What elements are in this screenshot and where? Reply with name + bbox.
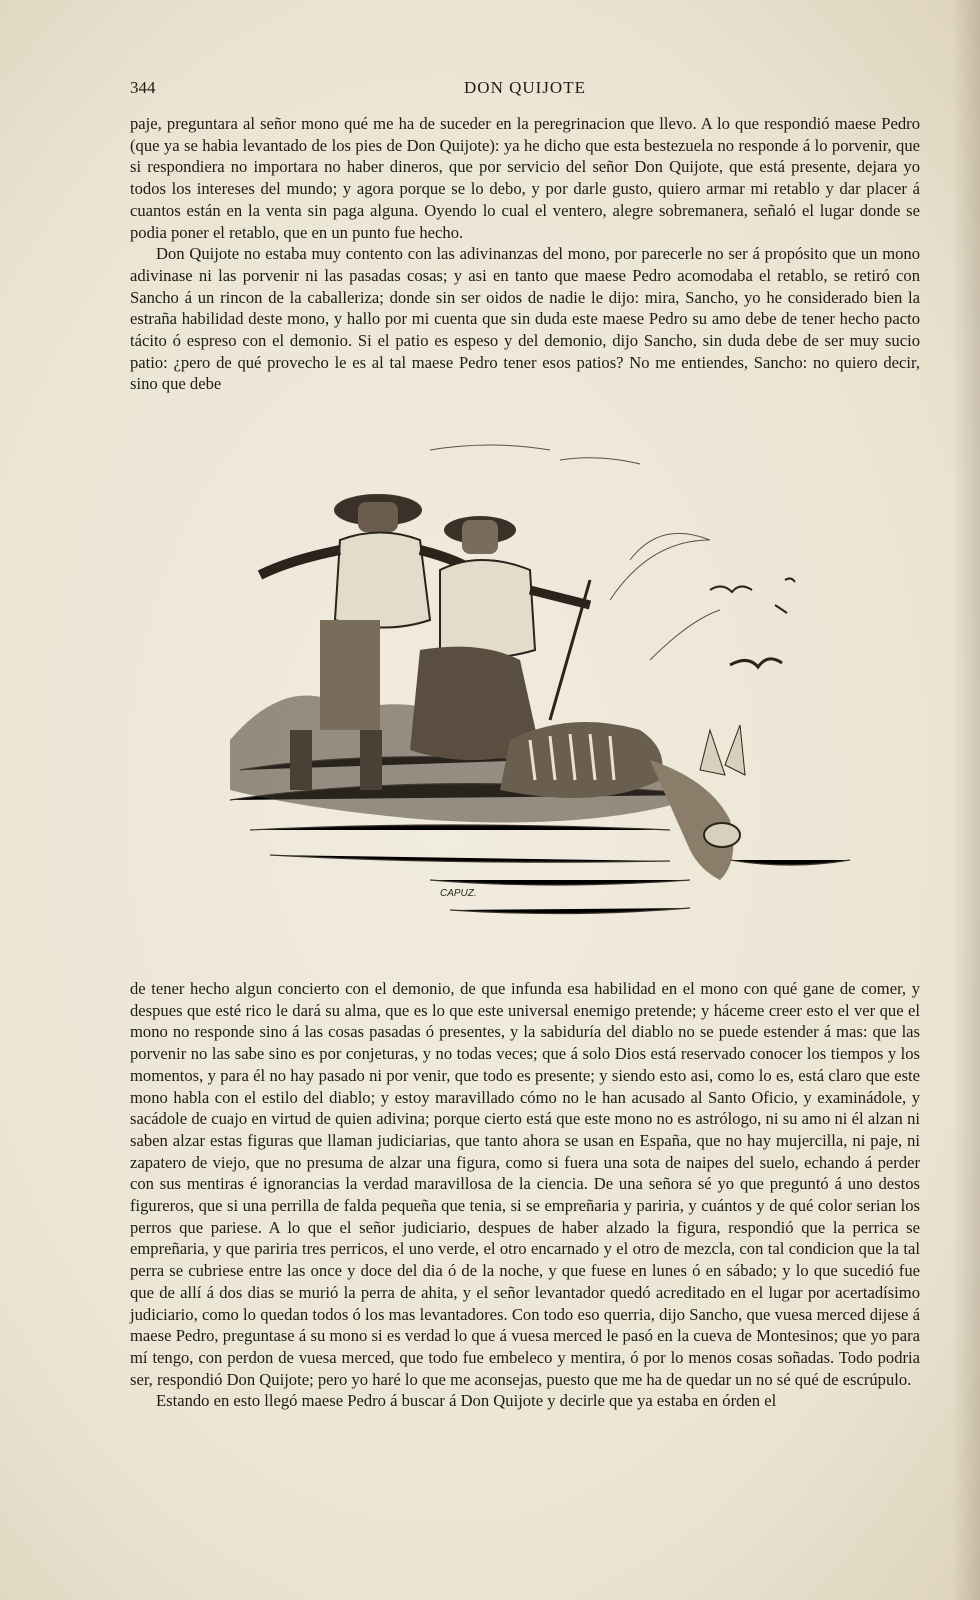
paragraph: de tener hecho algun concierto con el demonio, de que infunda esa habilidad en el mono con qué gane de comer, y despues que esté rico le dará su alma, que es lo que este universal enemigo pretende; y háceme creer esto el ver que el mono no responde sino á las cosas pasadas ó presentes, y la sabiduría del diablo no se puede estender á mas: que las porvenir no las sabe sino es por conjeturas, y no todas veces; que á solo Dios está reservado conocer los tiempos y los momentos, y para él no hay pasado ni por venir, que todo es presente; y siendo esto asi, como lo es, está claro que este mono habla con el estilo del diablo; y estoy maravillado cómo no le han acusado al Santo Oficio, y examinádole, y sacádole de cuajo en virtud de quien adivina; porque cierto está que este mono no es astrólogo, ni su amo ni él alzan ni saben alzar estas figuras que llaman judiciarias, que tanto ahora se usan en España, que no hay mujercilla, ni paje, ni zapatero de viejo, que no presuma de alzar una figura, como si fuera una sota de naipes del suelo, echando á perder con sus mentiras é ignorancias la verdad maravillosa de la ciencia. De una señora sé yo que preguntó á uno destos figureros, que si una perrilla de falda pequeña que tenia, si se empreñaria y pariria, y cuántos y de qué color serian los perros que pariese. A lo que el señor judiciario, despues de haber alzado la figura, respondió que la perrica se empreñaria, y que pariria tres perricos, el uno verde, el otro encarnado y el otro de mezcla, con tal condicion que la tal perra se cubriese entre las once y doce del dia ó de la noche, y que fuese en lunes ó en sábado; y lo que sucedió fue que de allí á dos dias se murió la perra de ahita, y el señor levantador quedó acreditado en el lugar por acertadísimo judiciario, como lo quedan todos ó los mas levantadores. Con todo eso querria, dijo Sancho, que vuesa merced dijese á maese Pedro, preguntase á su mono si es verdad lo que á vuesa merced le pasó en la cueva de Montesinos; que yo para mí tengo, con perdon de vuesa merced, que todo fue embeleco y mentira, ó por lo menos cosas soñadas. Todo podria ser, respondió Don Quijote; pero yo haré lo que me aconsejas, puesto que me ha de quedar un no sé qué de escrúpulo. [130,979,920,1389]
text-block-after-illustration [130,978,920,1412]
paragraph: Don Quijote no estaba muy contento con las adivinanzas del mono, por parecerle no ser á propósito que un mono adivinase ni las porvenir ni las pasadas cosas; y asi en tanto que maese Pedro acomodaba el retablo, se retiró con Sancho á un rincon de la caballeriza; donde sin ser oidos de nadie le dijo: mira, Sancho, yo he considerado bien la estraña habilidad deste mono, y hallo por mi cuenta que sin duda este maese Pedro su amo debe de tener hecho pacto tácito ó espreso con el demonio. Si el patio es espeso y del demonio, dijo Sancho, sin duda debe de ser muy sucio patio: ¿pero de qué provecho le es al tal maese Pedro tener esos patios? No me entiendes, Sancho: no quiero decir, sino que debe [130,244,920,394]
engraver-signature: CAPUZ. [440,888,477,899]
page-header [130,78,920,102]
paragraph: paje, preguntara al señor mono qué me ha de suceder en la peregrinacion que llevo. A lo que respondió maese Pedro (que ya se habia levantado de los pies de Don Quijote): ya he dicho que esta bestezuela no responde á lo porvenir, que si respondiera no importara no haber dineros, que por servicio del señor Don Quijote, que está presente, dejara yo todos los intereses del mundo; y agora porque se lo debo, y por darle gusto, quiero armar mi retablo y dar placer á cuantos están en la venta sin paga alguna. Oyendo lo cual el ventero, alegre sobremanera, señaló el lugar donde se podia poner el retablo, que en un punto fue hecho. [130,114,920,242]
text-block-before-illustration [130,113,920,395]
engraving-drawing [230,440,920,940]
paragraph: Estando en esto llegó maese Pedro á buscar á Don Quijote y decirle que ya estaba en órden el [156,1391,777,1411]
engraving-illustration [230,440,920,940]
page-number: 344 [130,78,156,97]
running-title: DON QUIJOTE [464,78,586,97]
page-gutter-shadow [952,0,980,1600]
